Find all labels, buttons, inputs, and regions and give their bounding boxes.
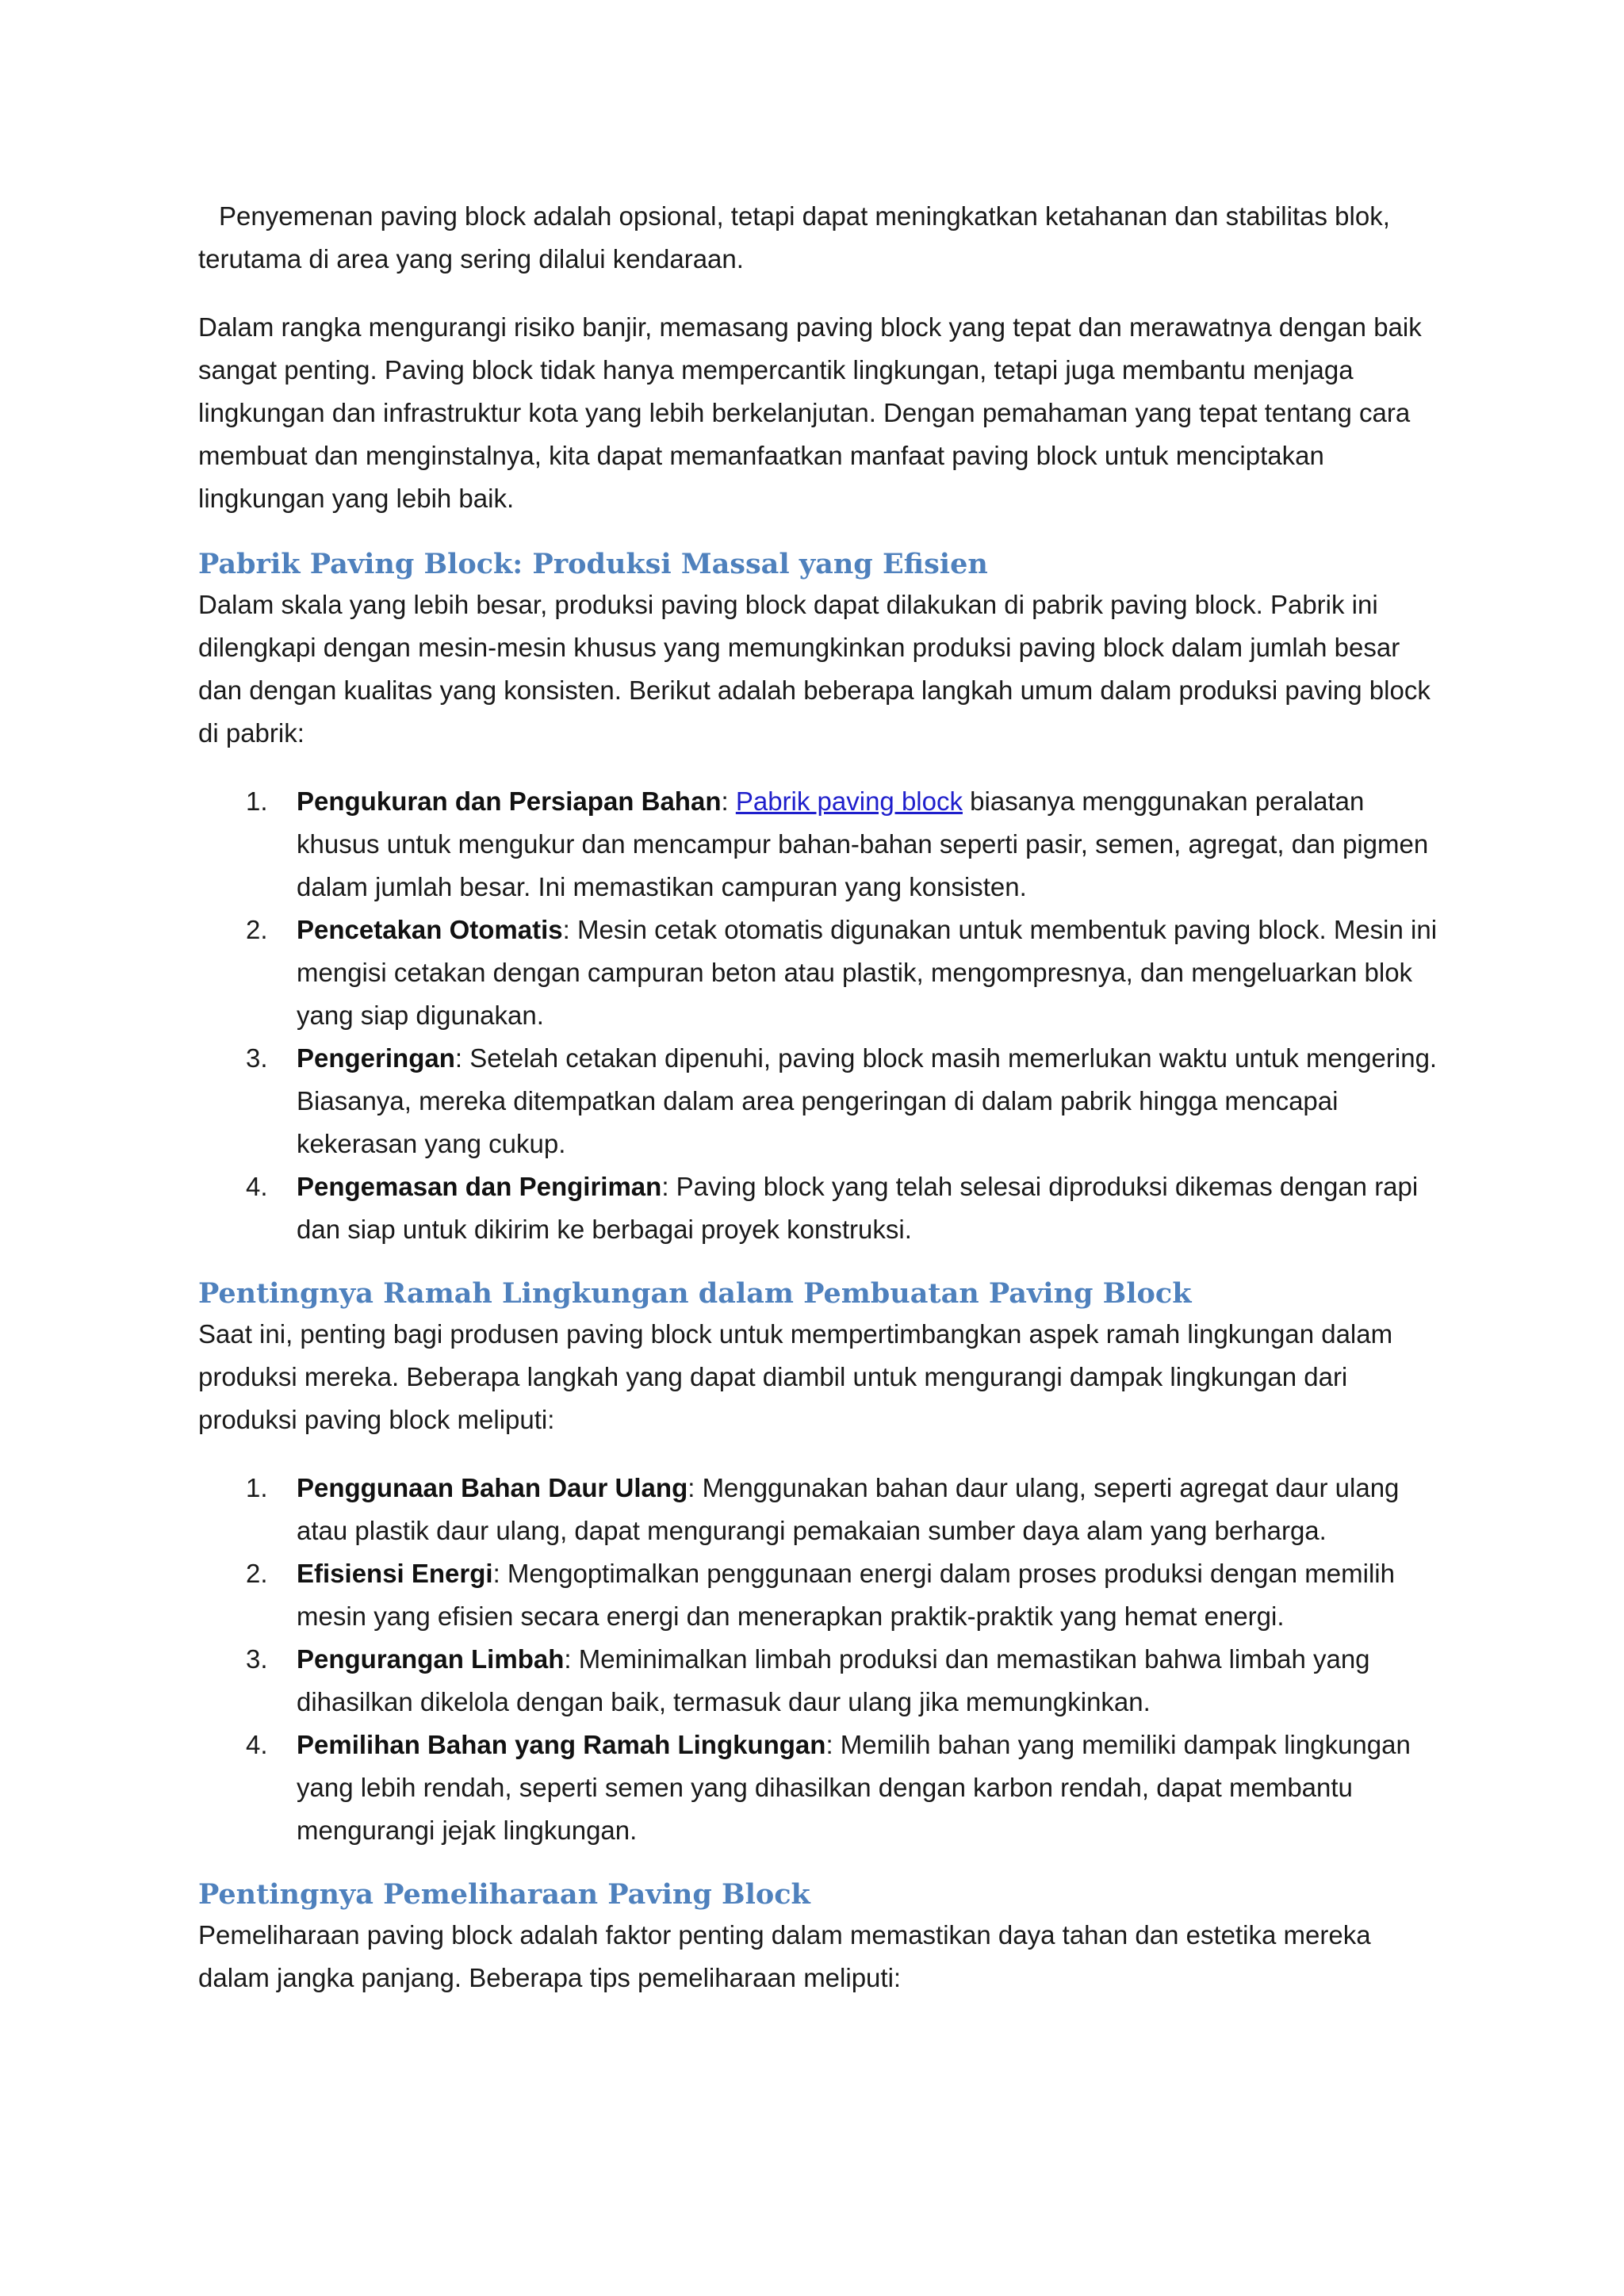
list-item (198, 1724, 1443, 1852)
list-item (198, 1037, 1443, 1165)
list-item-text: : Meminimalkan limbah produksi dan memastikan bahwa limbah yang dihasilkan dikelola dengan baik, termasuk daur ulang jika memungkinkan. (297, 1644, 1370, 1716)
list-item-text: : Setelah cetakan dipenuhi, paving block masih memerlukan waktu untuk mengering. Biasanya, mereka ditempatkan dalam area pengeringan di dalam pabrik hingga mencapai kekerasan yang cukup. (297, 1043, 1438, 1158)
list-item-separator: : (721, 786, 736, 816)
intro-paragraph-1: Penyemenan paving block adalah opsional, tetapi dapat meningkatkan ketahanan dan stabilitas blok, terutama di area yang sering dilalui kendaraan. (198, 201, 1390, 274)
section-paragraph-pemeliharaan: Pemeliharaan paving block adalah faktor penting dalam memastikan daya tahan dan estetika mereka dalam jangka panjang. Beberapa tips pemeliharaan meliputi: (198, 1920, 1371, 1992)
section-heading-pemeliharaan: Pentingnya Pemeliharaan Paving Block (198, 1878, 810, 1911)
list-item (198, 1638, 1443, 1724)
list-number: 3. (246, 1043, 268, 1073)
list-item-title: Penggunaan Bahan Daur Ulang (297, 1473, 688, 1502)
list-item-title: Pengukuran dan Persiapan Bahan (297, 786, 722, 816)
list-item-title: Pengeringan (297, 1043, 455, 1073)
list-item (198, 780, 1443, 909)
list-number: 4. (246, 1730, 268, 1759)
list-item-title: Pencetakan Otomatis (297, 915, 563, 944)
list-item (198, 1467, 1443, 1552)
list-item-title: Pengemasan dan Pengiriman (297, 1172, 662, 1201)
section-heading-pabrik: Pabrik Paving Block: Produksi Massal yang Efisien (198, 548, 988, 580)
list-item-text: : Mengoptimalkan penggunaan energi dalam proses produksi dengan memilih mesin yang efisien secara energi dan menerapkan praktik-praktik yang hemat energi. (297, 1559, 1395, 1631)
list-number: 1. (246, 1473, 268, 1502)
list-number: 2. (246, 1559, 268, 1588)
section-paragraph-pabrik: Dalam skala yang lebih besar, produksi paving block dapat dilakukan di pabrik paving block. Pabrik ini dilengkapi dengan mesin-mesin khusus yang memungkinkan produksi paving block dalam jumlah besar dan dengan kualitas yang konsisten. Berikut adalah beberapa langkah umum dalam produksi paving block di pabrik: (198, 590, 1431, 748)
list-item-text: : Mesin cetak otomatis digunakan untuk membentuk paving block. Mesin ini mengisi cetakan dengan campuran beton atau plastik, mengompresnya, dan mengeluarkan blok yang siap digunakan. (297, 915, 1438, 1030)
section-heading-ramah-lingkungan: Pentingnya Ramah Lingkungan dalam Pembuatan Paving Block (198, 1277, 1192, 1310)
list-number: 1. (246, 786, 268, 816)
list-number: 4. (246, 1172, 268, 1201)
list-number: 3. (246, 1644, 268, 1674)
list-item (198, 909, 1443, 1037)
list-item-title: Pemilihan Bahan yang Ramah Lingkungan (297, 1730, 826, 1759)
list-item-text: : Memilih bahan yang memiliki dampak lingkungan yang lebih rendah, seperti semen yang dihasilkan dengan karbon rendah, dapat membantu mengurangi jejak lingkungan. (297, 1730, 1411, 1845)
intro-paragraph-2: Dalam rangka mengurangi risiko banjir, memasang paving block yang tepat dan merawatnya dengan baik sangat penting. Paving block tidak hanya mempercantik lingkungan, tetapi juga membantu menjaga lingkungan dan infrastruktur kota yang lebih berkelanjutan. Dengan pemahaman yang tepat tentang cara membuat dan menginstalnya, kita dapat memanfaatkan manfaat paving block untuk menciptakan lingkungan yang lebih baik. (198, 312, 1422, 513)
list-item-text: : Paving block yang telah selesai diproduksi dikemas dengan rapi dan siap untuk dikirim ke berbagai proyek konstruksi. (297, 1172, 1419, 1244)
list-item-title: Efisiensi Energi (297, 1559, 493, 1588)
list-item-title: Pengurangan Limbah (297, 1644, 565, 1674)
pabrik-paving-block-link[interactable]: Pabrik paving block (735, 786, 963, 816)
list-item-text: biasanya menggunakan peralatan khusus untuk mengukur dan mencampur bahan-bahan seperti pasir, semen, agregat, dan pigmen dalam jumlah besar. Ini memastikan campuran yang konsisten. (297, 786, 1429, 901)
list-item (198, 1552, 1443, 1638)
list-langkah-ramah-lingkungan (198, 1467, 1443, 1852)
list-number: 2. (246, 915, 268, 944)
list-langkah-produksi (198, 780, 1443, 1251)
document-page (198, 195, 1443, 2025)
list-item (198, 1165, 1443, 1251)
section-paragraph-ramah-lingkungan: Saat ini, penting bagi produsen paving block untuk mempertimbangkan aspek ramah lingkungan dalam produksi mereka. Beberapa langkah yang dapat diambil untuk mengurangi dampak lingkungan dari produksi paving block meliputi: (198, 1319, 1393, 1434)
list-item-text: : Menggunakan bahan daur ulang, seperti agregat daur ulang atau plastik daur ulang, dapat mengurangi pemakaian sumber daya alam yang berharga. (297, 1473, 1400, 1545)
